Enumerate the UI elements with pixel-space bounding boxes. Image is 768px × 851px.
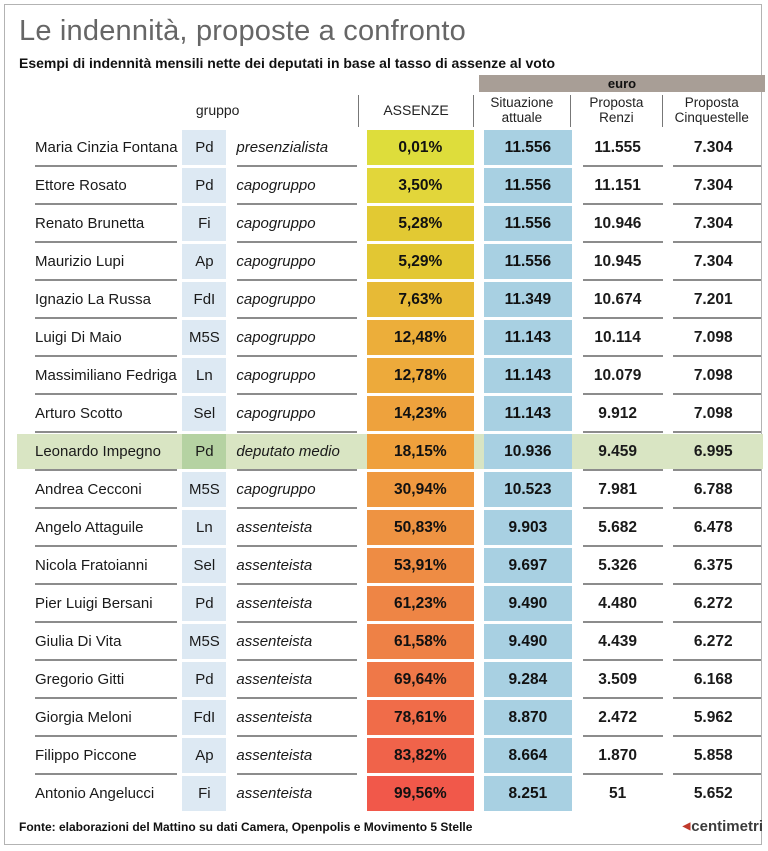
- absence-rate-cell: [359, 738, 474, 773]
- cinquestelle-proposal-value: 6.272: [693, 594, 733, 612]
- current-salary-cell: [474, 776, 572, 811]
- table-row: [17, 700, 763, 735]
- deputy-category: capogruppo: [236, 177, 316, 194]
- deputy-category: assenteista: [236, 557, 313, 574]
- renzi-proposal-value: 5.682: [598, 518, 638, 536]
- infographic-panel: [4, 4, 762, 845]
- table-row: [17, 206, 763, 241]
- row-separator: [17, 355, 763, 358]
- table-row: [17, 396, 763, 431]
- deputy-name: Pier Luigi Bersani: [35, 595, 153, 612]
- deputy-name: Giulia Di Vita: [35, 633, 122, 650]
- current-salary-cell: [474, 586, 572, 621]
- absence-rate-cell: [359, 776, 474, 811]
- absence-rate-cell: [359, 168, 474, 203]
- deputy-name: Maria Cinzia Fontana: [35, 139, 178, 156]
- deputy-category: assenteista: [236, 785, 313, 802]
- cinquestelle-proposal-value: 7.304: [693, 176, 733, 194]
- row-separator: [17, 773, 763, 776]
- page-subtitle: Esempi di indennità mensili nette dei deputati in base al tasso di assenze al voto: [19, 55, 556, 71]
- absence-rate-value: 61,58%: [367, 624, 474, 659]
- deputy-name: Renato Brunetta: [35, 215, 145, 232]
- absence-rate-cell: [359, 510, 474, 545]
- current-salary-value: 11.143: [484, 320, 572, 355]
- renzi-proposal-value: 11.151: [594, 176, 641, 194]
- absence-rate-cell: [359, 244, 474, 279]
- table-row: [17, 472, 763, 507]
- column-header-gruppo: gruppo: [195, 102, 240, 119]
- renzi-proposal-value: 10.945: [593, 252, 642, 270]
- current-salary-value: 11.556: [484, 130, 572, 165]
- renzi-proposal-value: 51: [609, 784, 627, 802]
- deputy-name: Massimiliano Fedriga: [35, 367, 177, 384]
- table-row: [17, 548, 763, 583]
- cinquestelle-proposal-value: 6.788: [693, 480, 733, 498]
- party-group-badge: Pd: [182, 434, 226, 469]
- renzi-proposal-value: 3.509: [598, 670, 638, 688]
- cinquestelle-proposal-value: 5.858: [693, 746, 733, 764]
- current-salary-value: 8.251: [484, 776, 572, 811]
- party-group-cell: [179, 168, 226, 203]
- column-header-assenze: ASSENZE: [358, 95, 472, 127]
- absence-rate-value: 12,78%: [367, 358, 474, 393]
- party-group-badge: Sel: [182, 396, 226, 431]
- renzi-proposal-value: 10.674: [593, 290, 642, 308]
- current-salary-value: 8.664: [484, 738, 572, 773]
- party-group-cell: [179, 130, 226, 165]
- renzi-proposal-value: 4.480: [598, 594, 638, 612]
- current-salary-cell: [474, 168, 572, 203]
- current-salary-cell: [474, 434, 572, 469]
- current-salary-value: 11.143: [484, 358, 572, 393]
- absence-rate-cell: [359, 434, 474, 469]
- absence-rate-cell: [359, 700, 474, 735]
- deputy-category: assenteista: [236, 633, 313, 650]
- party-group-cell: [179, 738, 226, 773]
- table-row: [17, 434, 763, 469]
- party-group-cell: [179, 548, 226, 583]
- absence-rate-cell: [359, 358, 474, 393]
- table-header: [17, 92, 761, 130]
- renzi-proposal-value: 10.079: [593, 366, 642, 384]
- deputy-name: Filippo Piccone: [35, 747, 137, 764]
- absence-rate-value: 18,15%: [367, 434, 474, 469]
- deputy-category: capogruppo: [236, 215, 316, 232]
- absence-rate-value: 99,56%: [367, 776, 474, 811]
- current-salary-value: 11.556: [484, 168, 572, 203]
- absence-rate-cell: [359, 586, 474, 621]
- renzi-proposal-value: 11.555: [594, 138, 641, 156]
- party-group-badge: Pd: [182, 662, 226, 697]
- deputy-name: Leonardo Impegno: [35, 443, 161, 460]
- column-header-situazione-attuale: Situazione attuale: [473, 95, 570, 127]
- current-salary-cell: [474, 320, 572, 355]
- cinquestelle-proposal-value: 7.304: [693, 214, 733, 232]
- page-title: Le indennità, proposte a confronto: [19, 15, 466, 47]
- footer: [19, 818, 763, 835]
- table-row: [17, 168, 763, 203]
- current-salary-value: 10.523: [484, 472, 572, 507]
- cinquestelle-proposal-value: 7.304: [693, 252, 733, 270]
- table-row: [17, 586, 763, 621]
- current-salary-cell: [474, 358, 572, 393]
- absence-rate-value: 69,64%: [367, 662, 474, 697]
- current-salary-cell: [474, 396, 572, 431]
- party-group-cell: [179, 700, 226, 735]
- renzi-proposal-value: 1.870: [598, 746, 638, 764]
- table-body: [17, 130, 763, 811]
- renzi-proposal-value: 9.459: [598, 442, 638, 460]
- party-group-cell: [179, 472, 226, 507]
- column-header-proposta-renzi: Proposta Renzi: [570, 95, 661, 127]
- euro-unit-bar: [479, 75, 765, 92]
- deputy-name: Ettore Rosato: [35, 177, 127, 194]
- current-salary-value: 11.556: [484, 244, 572, 279]
- deputy-category: capogruppo: [236, 291, 316, 308]
- row-separator: [17, 697, 763, 700]
- cinquestelle-proposal-value: 5.652: [693, 784, 733, 802]
- deputy-category: capogruppo: [236, 367, 316, 384]
- renzi-proposal-value: 10.946: [593, 214, 642, 232]
- renzi-proposal-value: 9.912: [598, 404, 638, 422]
- absence-rate-value: 5,28%: [367, 206, 474, 241]
- cinquestelle-proposal-value: 6.272: [693, 632, 733, 650]
- deputy-category: capogruppo: [236, 329, 316, 346]
- renzi-proposal-value: 5.326: [598, 556, 638, 574]
- current-salary-value: 9.490: [484, 624, 572, 659]
- row-separator: [17, 659, 763, 662]
- current-salary-value: 9.284: [484, 662, 572, 697]
- renzi-proposal-value: 10.114: [594, 328, 641, 346]
- current-salary-cell: [474, 662, 572, 697]
- party-group-cell: [179, 206, 226, 241]
- row-separator: [17, 165, 763, 168]
- renzi-proposal-value: 4.439: [598, 632, 638, 650]
- deputy-category: assenteista: [236, 747, 313, 764]
- current-salary-value: 9.490: [484, 586, 572, 621]
- absence-rate-value: 7,63%: [367, 282, 474, 317]
- current-salary-cell: [474, 624, 572, 659]
- absence-rate-value: 50,83%: [367, 510, 474, 545]
- deputy-category: presenzialista: [236, 139, 329, 156]
- deputy-category: assenteista: [236, 595, 313, 612]
- row-separator: [17, 241, 763, 244]
- current-salary-value: 11.143: [484, 396, 572, 431]
- cinquestelle-proposal-value: 6.478: [693, 518, 733, 536]
- deputy-name: Giorgia Meloni: [35, 709, 132, 726]
- table-row: [17, 130, 763, 165]
- deputy-category: capogruppo: [236, 405, 316, 422]
- cinquestelle-proposal-value: 6.168: [693, 670, 733, 688]
- cinquestelle-proposal-value: 7.304: [693, 138, 733, 156]
- party-group-cell: [179, 358, 226, 393]
- party-group-badge: Ln: [182, 510, 226, 545]
- row-separator: [17, 583, 763, 586]
- deputy-name: Andrea Cecconi: [35, 481, 142, 498]
- absence-rate-value: 53,91%: [367, 548, 474, 583]
- absence-rate-cell: [359, 624, 474, 659]
- party-group-badge: Fi: [182, 206, 226, 241]
- current-salary-value: 9.903: [484, 510, 572, 545]
- party-group-badge: M5S: [182, 320, 226, 355]
- party-group-cell: [179, 282, 226, 317]
- row-separator: [17, 545, 763, 548]
- absence-rate-cell: [359, 320, 474, 355]
- deputy-name: Angelo Attaguile: [35, 519, 144, 536]
- party-group-badge: Pd: [182, 130, 226, 165]
- deputy-name: Ignazio La Russa: [35, 291, 151, 308]
- table-row: [17, 244, 763, 279]
- cinquestelle-proposal-value: 6.995: [693, 442, 733, 460]
- party-group-badge: Pd: [182, 586, 226, 621]
- table-row: [17, 510, 763, 545]
- renzi-proposal-value: 7.981: [598, 480, 638, 498]
- party-group-badge: M5S: [182, 472, 226, 507]
- table-row: [17, 624, 763, 659]
- party-group-badge: Fi: [182, 776, 226, 811]
- party-group-cell: [179, 624, 226, 659]
- current-salary-value: 8.870: [484, 700, 572, 735]
- row-separator: [17, 317, 763, 320]
- deputy-name: Maurizio Lupi: [35, 253, 125, 270]
- deputy-category: capogruppo: [236, 253, 316, 270]
- row-separator: [17, 735, 763, 738]
- party-group-badge: Sel: [182, 548, 226, 583]
- deputy-category: assenteista: [236, 671, 313, 688]
- table-row: [17, 776, 763, 811]
- row-separator: [17, 279, 763, 282]
- logo-arrow-icon: ◀: [682, 820, 691, 832]
- row-separator: [17, 431, 763, 434]
- party-group-badge: Ln: [182, 358, 226, 393]
- source-note: Fonte: elaborazioni del Mattino su dati Camera, Openpolis e Movimento 5 Stelle: [19, 819, 473, 834]
- absence-rate-value: 78,61%: [367, 700, 474, 735]
- current-salary-cell: [474, 548, 572, 583]
- deputy-name: Nicola Fratoianni: [35, 557, 148, 574]
- current-salary-value: 9.697: [484, 548, 572, 583]
- party-group-cell: [179, 434, 226, 469]
- deputy-category: capogruppo: [236, 481, 316, 498]
- party-group-badge: M5S: [182, 624, 226, 659]
- absence-rate-cell: [359, 130, 474, 165]
- deputy-category: assenteista: [236, 519, 313, 536]
- column-header-proposta-cinquestelle: Proposta Cinquestelle: [662, 95, 761, 127]
- current-salary-cell: [474, 738, 572, 773]
- party-group-cell: [179, 510, 226, 545]
- deputy-name: Gregorio Gitti: [35, 671, 125, 688]
- cinquestelle-proposal-value: 7.098: [693, 366, 733, 384]
- cinquestelle-proposal-value: 7.098: [693, 328, 733, 346]
- party-group-cell: [179, 662, 226, 697]
- row-separator: [17, 393, 763, 396]
- row-separator: [17, 507, 763, 510]
- current-salary-cell: [474, 206, 572, 241]
- party-group-cell: [179, 396, 226, 431]
- current-salary-cell: [474, 130, 572, 165]
- current-salary-value: 11.349: [484, 282, 572, 317]
- cinquestelle-proposal-value: 7.098: [693, 404, 733, 422]
- current-salary-cell: [474, 472, 572, 507]
- party-group-badge: Ap: [182, 244, 226, 279]
- current-salary-cell: [474, 282, 572, 317]
- table-row: [17, 320, 763, 355]
- party-group-badge: FdI: [182, 700, 226, 735]
- current-salary-cell: [474, 700, 572, 735]
- deputy-name: Luigi Di Maio: [35, 329, 122, 346]
- absence-rate-cell: [359, 548, 474, 583]
- table-row: [17, 738, 763, 773]
- cinquestelle-proposal-value: 6.375: [693, 556, 733, 574]
- current-salary-cell: [474, 244, 572, 279]
- party-group-badge: Pd: [182, 168, 226, 203]
- absence-rate-value: 3,50%: [367, 168, 474, 203]
- table-row: [17, 282, 763, 317]
- centimetri-logo: [683, 818, 763, 835]
- current-salary-cell: [474, 510, 572, 545]
- deputy-category: assenteista: [236, 709, 313, 726]
- table-row: [17, 358, 763, 393]
- absence-rate-cell: [359, 662, 474, 697]
- absence-rate-value: 30,94%: [367, 472, 474, 507]
- cinquestelle-proposal-value: 5.962: [693, 708, 733, 726]
- absence-rate-value: 14,23%: [367, 396, 474, 431]
- absence-rate-value: 5,29%: [367, 244, 474, 279]
- party-group-badge: FdI: [182, 282, 226, 317]
- deputy-category: deputato medio: [236, 443, 340, 460]
- absence-rate-value: 61,23%: [367, 586, 474, 621]
- cinquestelle-proposal-value: 7.201: [693, 290, 733, 308]
- absence-rate-value: 83,82%: [367, 738, 474, 773]
- party-group-cell: [179, 586, 226, 621]
- absence-rate-cell: [359, 472, 474, 507]
- absence-rate-cell: [359, 206, 474, 241]
- party-group-cell: [179, 320, 226, 355]
- absence-rate-value: 0,01%: [367, 130, 474, 165]
- renzi-proposal-value: 2.472: [598, 708, 638, 726]
- deputy-name: Antonio Angelucci: [35, 785, 155, 802]
- row-separator: [17, 203, 763, 206]
- deputy-name: Arturo Scotto: [35, 405, 123, 422]
- absence-rate-cell: [359, 396, 474, 431]
- absence-rate-value: 12,48%: [367, 320, 474, 355]
- absence-rate-cell: [359, 282, 474, 317]
- current-salary-value: 10.936: [484, 434, 572, 469]
- row-separator: [17, 469, 763, 472]
- party-group-cell: [179, 244, 226, 279]
- euro-unit-label: euro: [607, 76, 637, 91]
- party-group-badge: Ap: [182, 738, 226, 773]
- logo-text: centimetri: [691, 818, 763, 835]
- row-separator: [17, 621, 763, 624]
- current-salary-value: 11.556: [484, 206, 572, 241]
- table-row: [17, 662, 763, 697]
- party-group-cell: [179, 776, 226, 811]
